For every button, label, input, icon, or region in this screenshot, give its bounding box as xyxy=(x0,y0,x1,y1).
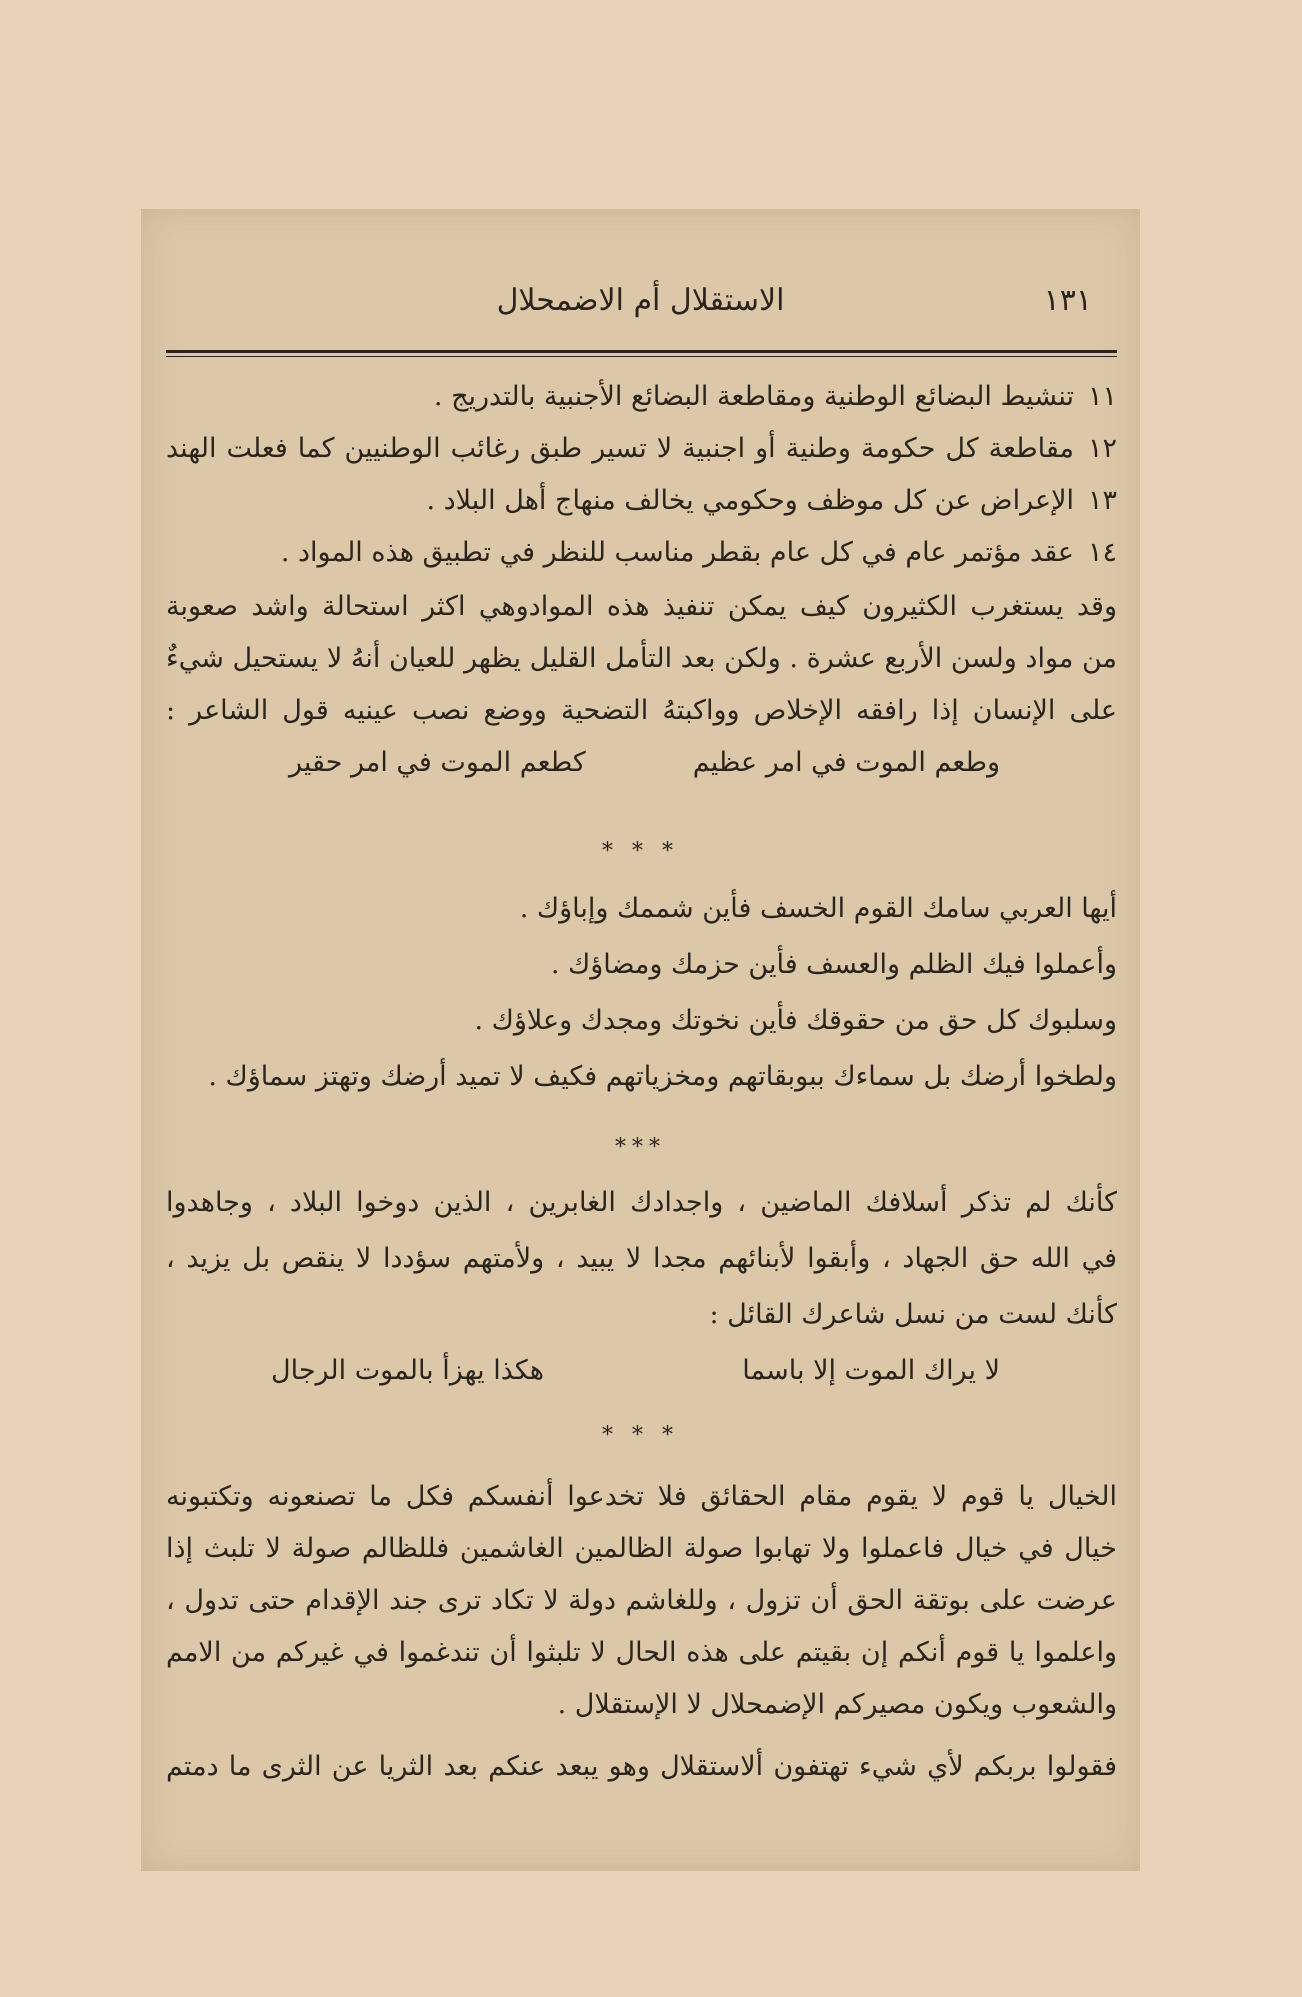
paragraph-line: وقد يستغرب الكثيرون كيف يمكن تنفيذ هذه الموادوهي اكثر استحالة واشد صعوبة xyxy=(166,591,1117,622)
book-page xyxy=(141,209,1140,1871)
verse-hemistich-left: كطعم الموت في امر حقير xyxy=(289,747,586,778)
page-number: ١٣١ xyxy=(1043,283,1092,318)
paragraph-line: على الإنسان إذا رافقه الإخلاص وواكبتهُ التضحية ووضع نصب عينيه قول الشاعر : xyxy=(166,695,1117,726)
section-separator: * * * xyxy=(602,1423,679,1448)
page-header xyxy=(166,279,1115,335)
list-item xyxy=(166,533,1117,573)
paragraph-line: واعلموا يا قوم أنكم إن بقيتم على هذه الحال لا تلبثوا أن تندغموا في غيركم من الامم xyxy=(166,1637,1117,1668)
stanza-line: وأعملوا فيك الظلم والعسف فأين حزمك ومضاؤك . xyxy=(550,949,1117,980)
stanza-line: أيها العربي سامك القوم الخسف فأين شممك وإباؤك . xyxy=(519,893,1117,924)
list-item xyxy=(166,377,1117,417)
section-separator: * * * xyxy=(602,839,679,864)
paragraph-line: فقولوا بربكم لأي شيء تهتفون ألاستقلال وهو يبعد عنكم بعد الثريا عن الثرى ما دمتم xyxy=(166,1751,1117,1782)
stanza-line: وسلبوك كل حق من حقوقك فأين نخوتك ومجدك وعلاؤك . xyxy=(474,1005,1117,1036)
verse-hemistich-right: لا يراك الموت إلا باسما xyxy=(742,1355,1000,1386)
list-item-number: ١٣ xyxy=(1087,485,1117,516)
section-separator: *** xyxy=(615,1135,666,1160)
stanza-line: ولطخوا أرضك بل سماءك ببوبقاتهم ومخزياتهم فكيف لا تميد أرضك وتهتز سماؤك . xyxy=(208,1061,1117,1092)
list-item xyxy=(166,429,1117,469)
list-item-text: الإعراض عن كل موظف وحكومي يخالف منهاج أهل البلاد . xyxy=(426,485,1074,516)
paragraph-line: كأنك لم تذكر أسلافك الماضين ، واجدادك الغابرين ، الذين دوخوا البلاد ، وجاهدوا xyxy=(166,1187,1117,1218)
running-title: الاستقلال أم الاضمحلال xyxy=(496,283,785,318)
paragraph-line: في الله حق الجهاد ، وأبقوا لأبنائهم مجدا لا يبيد ، ولأمتهم سؤددا لا ينقص بل يزيد ، xyxy=(166,1243,1117,1274)
verse-hemistich-right: وطعم الموت في امر عظيم xyxy=(692,747,1000,778)
paragraph-line: كأنك لست من نسل شاعرك القائل : xyxy=(709,1299,1117,1330)
paragraph-line: خيال في خيال فاعملوا ولا تهابوا صولة الظالمين الغاشمين فللظالم صولة لا تلبث إذا xyxy=(166,1533,1117,1564)
paragraph-line: الخيال يا قوم لا يقوم مقام الحقائق فلا تخدعوا أنفسكم فكل ما تصنعونه وتكتبونه xyxy=(166,1481,1117,1512)
list-item-number: ١٤ xyxy=(1087,537,1117,568)
verse-hemistich-left: هكذا يهزأ بالموت الرجال xyxy=(271,1355,545,1386)
list-item-number: ١١ xyxy=(1087,381,1117,412)
paragraph-line: والشعوب ويكون مصيركم الإضمحلال لا الإستقلال . xyxy=(557,1689,1117,1720)
header-rule-thin xyxy=(166,356,1117,357)
list-item-text: تنشيط البضائع الوطنية ومقاطعة البضائع الأجنبية بالتدريج . xyxy=(433,381,1074,412)
list-item-number: ١٢ xyxy=(1087,433,1117,464)
list-item-text: عقد مؤتمر عام في كل عام بقطر مناسب للنظر في تطبيق هذه المواد . xyxy=(280,537,1074,568)
list-item xyxy=(166,481,1117,521)
paragraph-line: من مواد ولسن الأربع عشرة . ولكن بعد التأمل القليل يظهر للعيان أنهُ لا يستحيل شيءٌ xyxy=(166,643,1117,674)
list-item-text: مقاطعة كل حكومة وطنية أو اجنبية لا تسير طبق رغائب الوطنيين كما فعلت الهند xyxy=(166,433,1074,464)
header-rule-thick xyxy=(166,350,1117,353)
paragraph-line: عرضت على بوتقة الحق أن تزول ، وللغاشم دولة لا تكاد ترى جند الإقدام حتى تدول ، xyxy=(166,1585,1117,1616)
